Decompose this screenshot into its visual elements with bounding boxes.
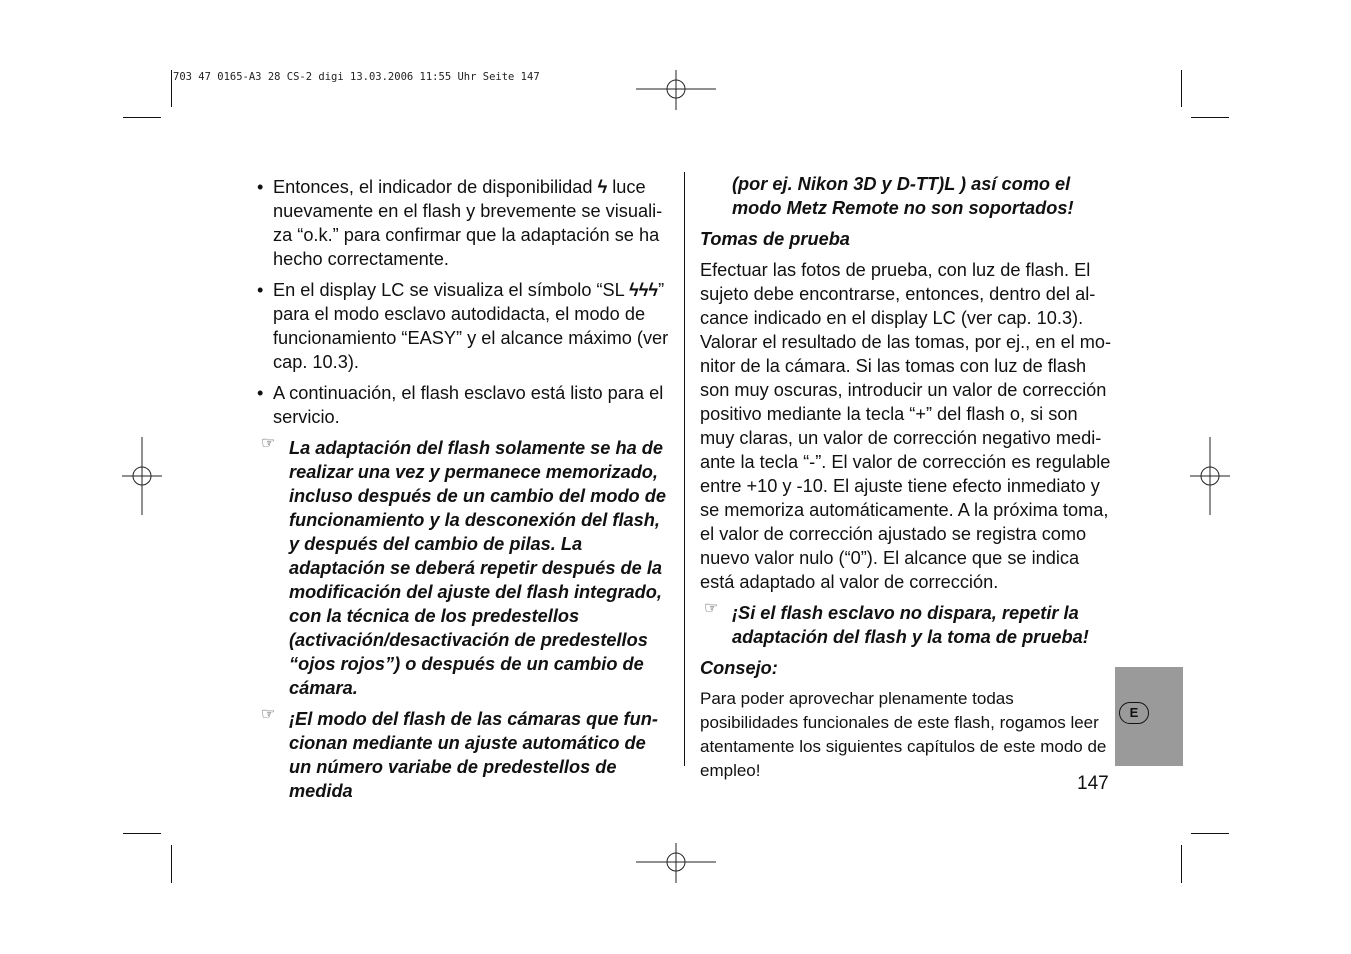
note-text: La adaptación del flash solamente se ha de realizar una vez y permanece memorizado, incluso después de un cambio del modo de funcionamiento y la desconexión del flash, y después del cambio de pilas. La adaptación se deberá repetir después de la modificación del ajuste del flash integrado, con la técnica de los predestellos (activación/desactivación de predestellos “ojos rojos”) o después de un cambio de cámara. — [289, 438, 666, 698]
note-text: ¡Si el flash esclavo no dispara, repetir la adaptación del flash y la toma de prueba! — [732, 603, 1089, 647]
crop-mark — [1181, 845, 1182, 883]
bullet-item — [257, 278, 669, 374]
print-header-line: 703 47 0165-A3 28 CS-2 digi 13.03.2006 11:55 Uhr Seite 147 — [173, 71, 540, 83]
bullet-item — [257, 175, 669, 271]
registration-mark-icon — [636, 843, 716, 883]
crop-mark — [1181, 70, 1182, 107]
note-block — [700, 601, 1112, 649]
crop-mark — [123, 833, 161, 834]
bullet-text: luce nuevamente en el flash y brevemente se visuali-za “o.k.” para confirmar que la adaptación se ha hecho correctamente. — [273, 177, 663, 269]
registration-mark-icon — [1190, 437, 1230, 515]
note-block — [257, 707, 669, 803]
crop-mark — [171, 845, 172, 883]
right-column — [700, 172, 1112, 790]
bullet-item — [257, 381, 669, 429]
bullet-text: En el display LC se visualiza el símbolo “SL — [273, 280, 630, 300]
registration-mark-icon — [636, 70, 716, 110]
crop-mark — [171, 70, 172, 107]
section-heading: Tomas de prueba — [700, 229, 850, 249]
left-column — [257, 175, 669, 810]
column-divider — [684, 172, 685, 766]
note-block — [257, 436, 669, 700]
crop-mark — [1191, 117, 1229, 118]
bullet-text: ” para el modo esclavo autodidacta, el modo de funcionamiento “EASY” y el alcance máximo (ver cap. 10.3). — [273, 280, 669, 372]
registration-mark-icon — [122, 437, 162, 515]
note-text: ¡El modo del flash de las cámaras que fun-cionan mediante un ajuste automático de un número variabe de predestellos de medida — [289, 709, 658, 801]
pointing-hand-icon: ☞ — [261, 706, 276, 723]
bullet-text: Entonces, el indicador de disponibilidad — [273, 177, 598, 197]
bullet-marker: • — [257, 177, 264, 197]
slave-flash-icon: ϟϟϟ — [629, 280, 659, 300]
bullet-text: A continuación, el flash esclavo está listo para el servicio. — [273, 383, 664, 427]
bullet-marker: • — [257, 280, 264, 300]
pointing-hand-icon: ☞ — [261, 435, 276, 452]
crop-mark — [1191, 833, 1229, 834]
flash-ready-icon: ϟ — [597, 177, 608, 197]
body-paragraph: Para poder aprovechar plenamente todas posibilidades funcionales de este flash, rogamos leer atentamente los siguientes capítulos de este modo de empleo! — [700, 689, 1107, 780]
bullet-marker: • — [257, 383, 264, 403]
pointing-hand-icon: ☞ — [704, 600, 719, 617]
language-tab-letter: E — [1119, 702, 1149, 724]
section-heading: Consejo: — [700, 658, 778, 678]
body-paragraph: Efectuar las fotos de prueba, con luz de flash. El sujeto debe encontrarse, entonces, dentro del al-cance indicado en el display LC (ver cap. 10.3). Valorar el resultado de las tomas, por ej., en el mo-nitor de la cámara. Si las tomas con luz de flash son muy oscuras, introducir un valor de corrección positivo mediante la tecla “+” del flash o, si son muy claras, un valor de corrección negativo medi-ante la tecla “-”. El valor de corrección es regulable entre +10 y -10. El ajuste tiene efecto inmediato y se memoriza automáticamente. A la próxima toma, el valor de corrección ajustado se registra como nuevo valor nulo (“0”). El alcance que se indica está adaptado al valor de corrección. — [700, 260, 1112, 592]
crop-mark — [123, 117, 161, 118]
note-continuation: (por ej. Nikon 3D y D-TT)L ) así como el modo Metz Remote no son soportados! — [732, 174, 1074, 218]
page-number: 147 — [1077, 773, 1109, 794]
